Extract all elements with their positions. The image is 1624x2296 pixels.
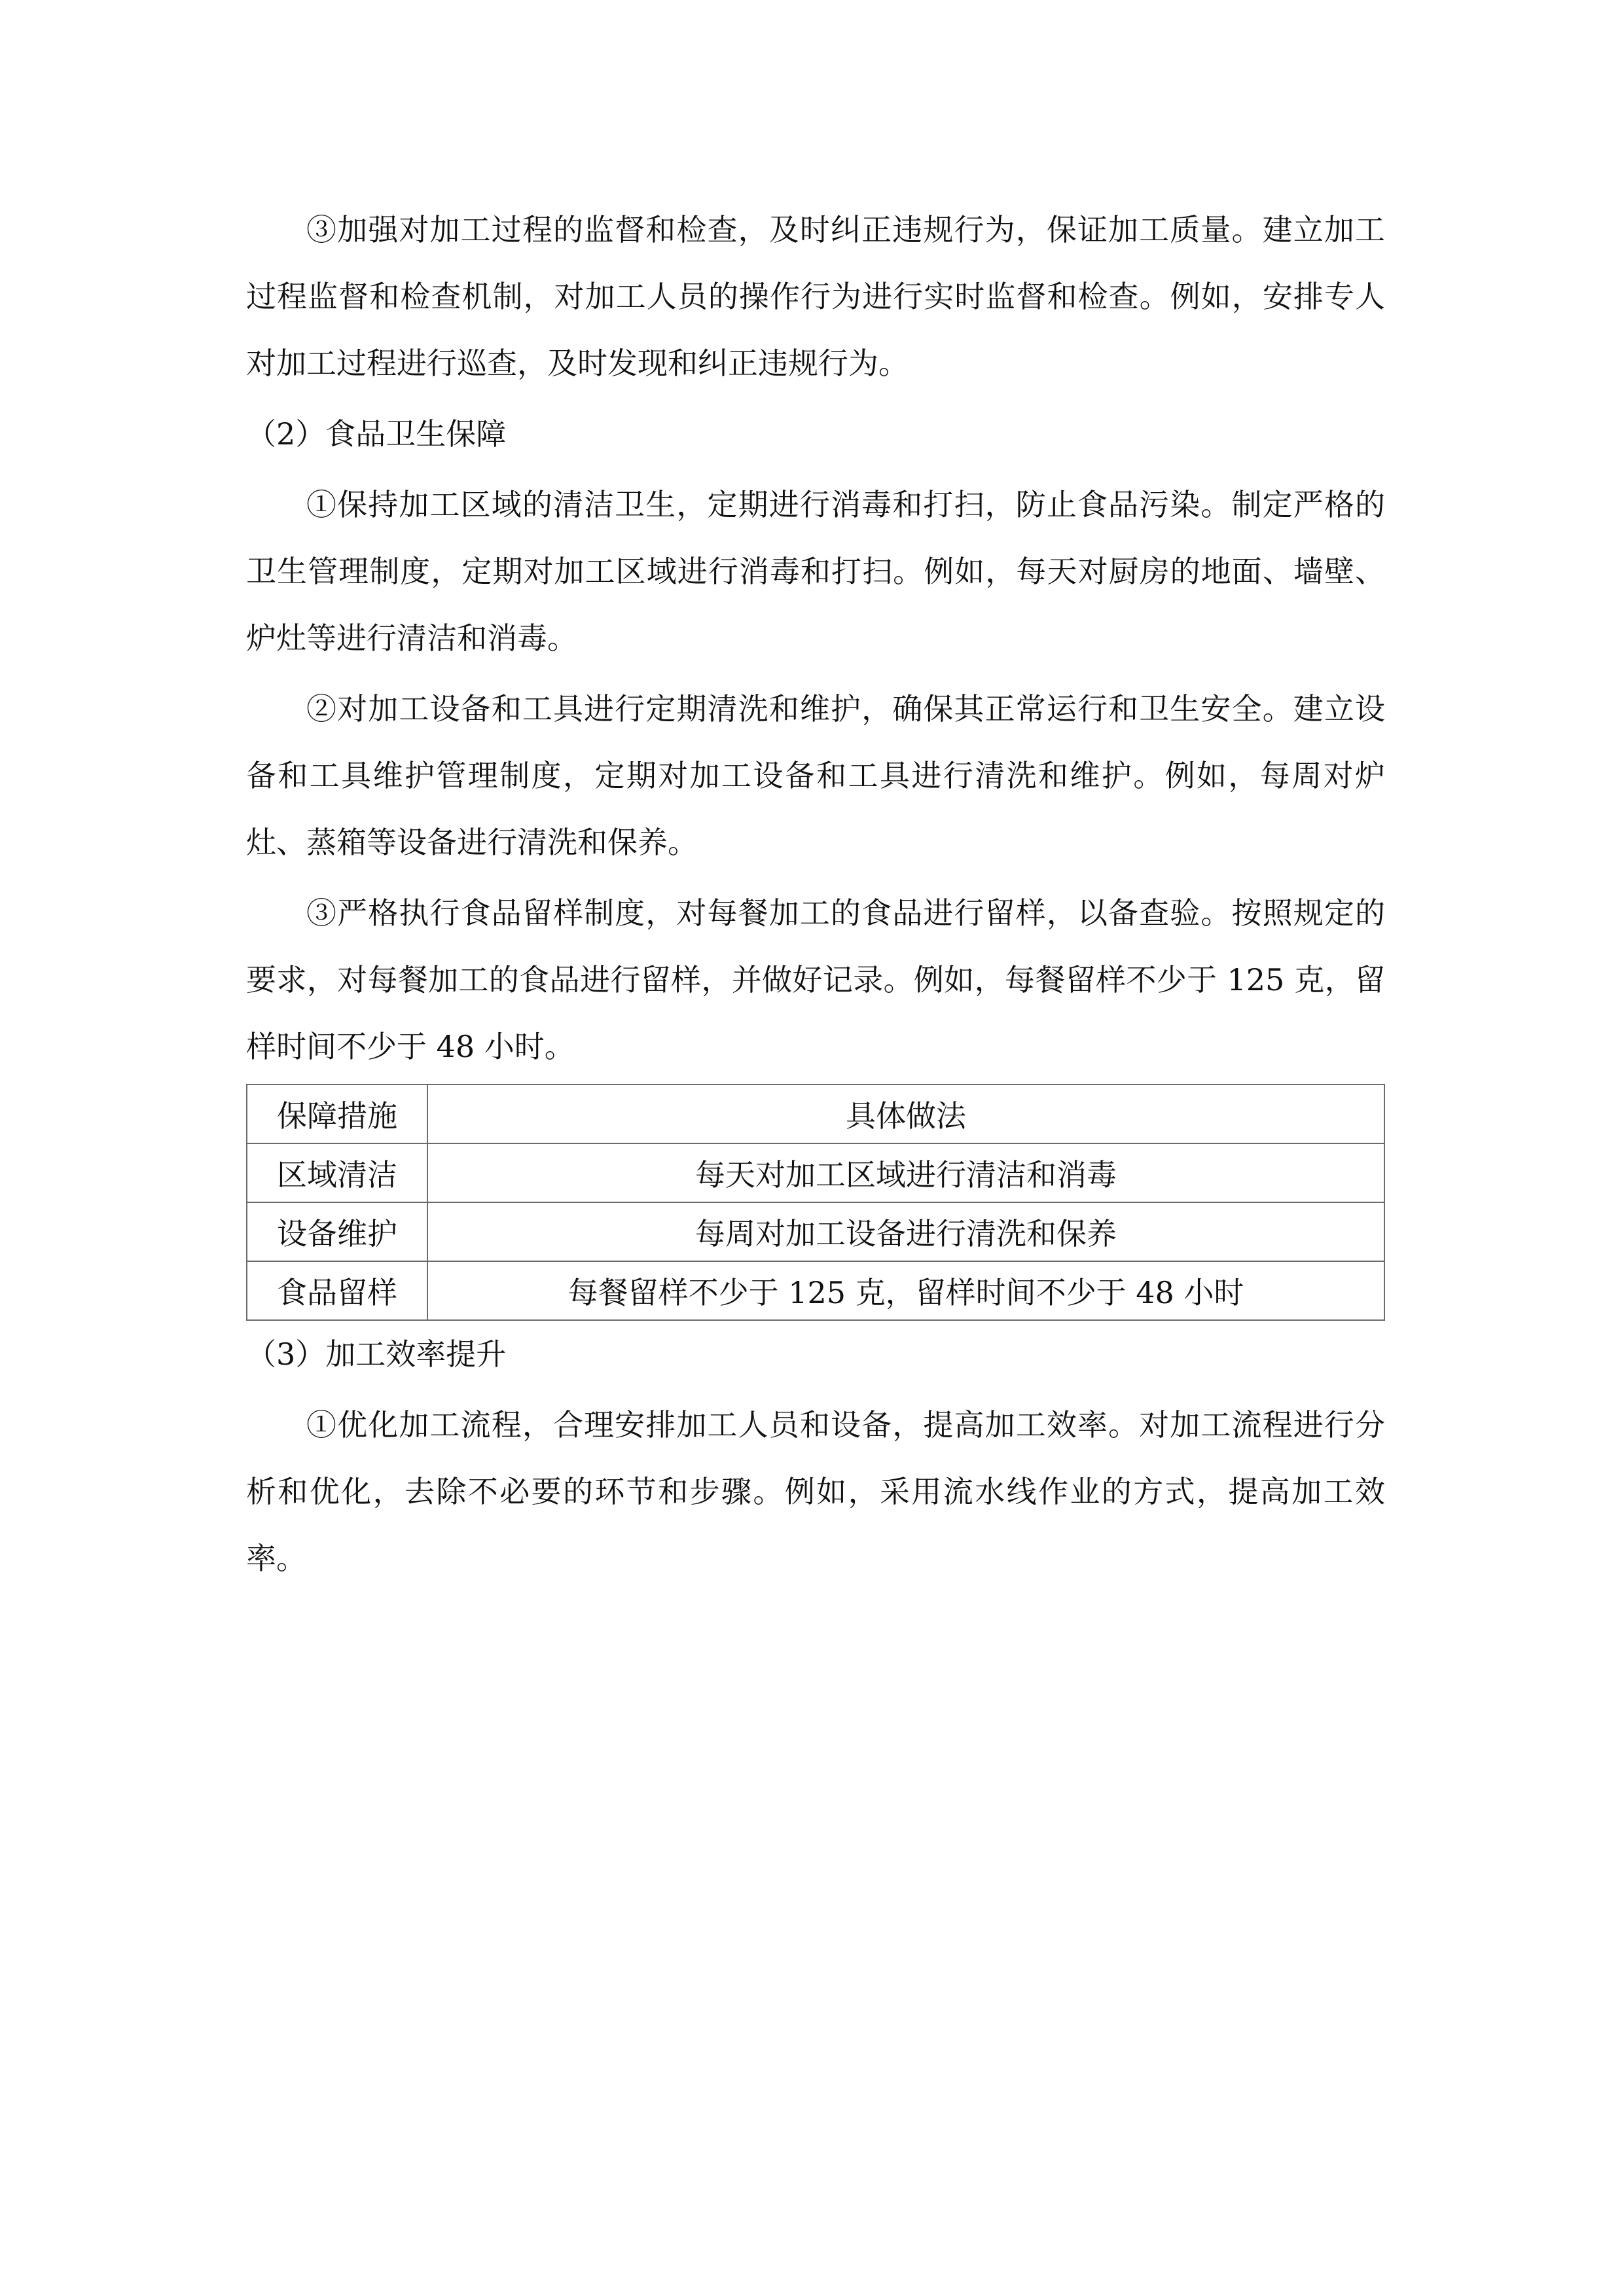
paragraph-equipment-maintenance: ②对加工设备和工具进行定期清洗和维护，确保其正常运行和卫生安全。建立设备和工具维护管理制度，定期对加工设备和工具进行清洗和维护。例如，每周对炉灶、蒸箱等设备进行清洗和保养。 [246,691,1385,860]
table-cell: 每天对加工区域进行清洁和消毒 [427,1143,1384,1202]
table-header-cell: 具体做法 [427,1085,1384,1143]
table-cell: 食品留样 [247,1261,427,1320]
section-heading-food-hygiene: （2）食品卫生保障 [246,416,507,452]
table-row [247,1261,1384,1320]
section-heading-efficiency: （3）加工效率提升 [246,1336,507,1372]
paragraph-process-optimization: ①优化加工流程，合理安排加工人员和设备，提高加工效率。对加工流程进行分析和优化，去除不必要的环节和步骤。例如，采用流水线作业的方式，提高加工效率。 [246,1407,1385,1576]
table-header-cell: 保障措施 [247,1085,427,1143]
table-cell: 每餐留样不少于 125 克，留样时间不少于 48 小时 [427,1261,1384,1320]
table-cell: 设备维护 [247,1202,427,1261]
table-row [247,1202,1384,1261]
paragraph-supervision: ③加强对加工过程的监督和检查，及时纠正违规行为，保证加工质量。建立加工过程监督和检查机制，对加工人员的操作行为进行实时监督和检查。例如，安排专人对加工过程进行巡查，及时发现和纠正违规行为。 [246,212,1385,381]
guarantee-measures-table [246,1084,1385,1321]
table-cell: 每周对加工设备进行清洗和保养 [427,1202,1384,1261]
table-cell: 区域清洁 [247,1143,427,1202]
table-row [247,1143,1384,1202]
paragraph-area-cleaning: ①保持加工区域的清洁卫生，定期进行消毒和打扫，防止食品污染。制定严格的卫生管理制度，定期对加工区域进行消毒和打扫。例如，每天对厨房的地面、墙壁、炉灶等进行清洁和消毒。 [246,487,1385,656]
document-page [246,196,1385,1596]
paragraph-food-sampling: ③严格执行食品留样制度，对每餐加工的食品进行留样，以备查验。按照规定的要求，对每餐加工的食品进行留样，并做好记录。例如，每餐留样不少于 125 克，留样时间不少于 48 小时。 [246,895,1385,1064]
table-header-row [247,1085,1384,1143]
